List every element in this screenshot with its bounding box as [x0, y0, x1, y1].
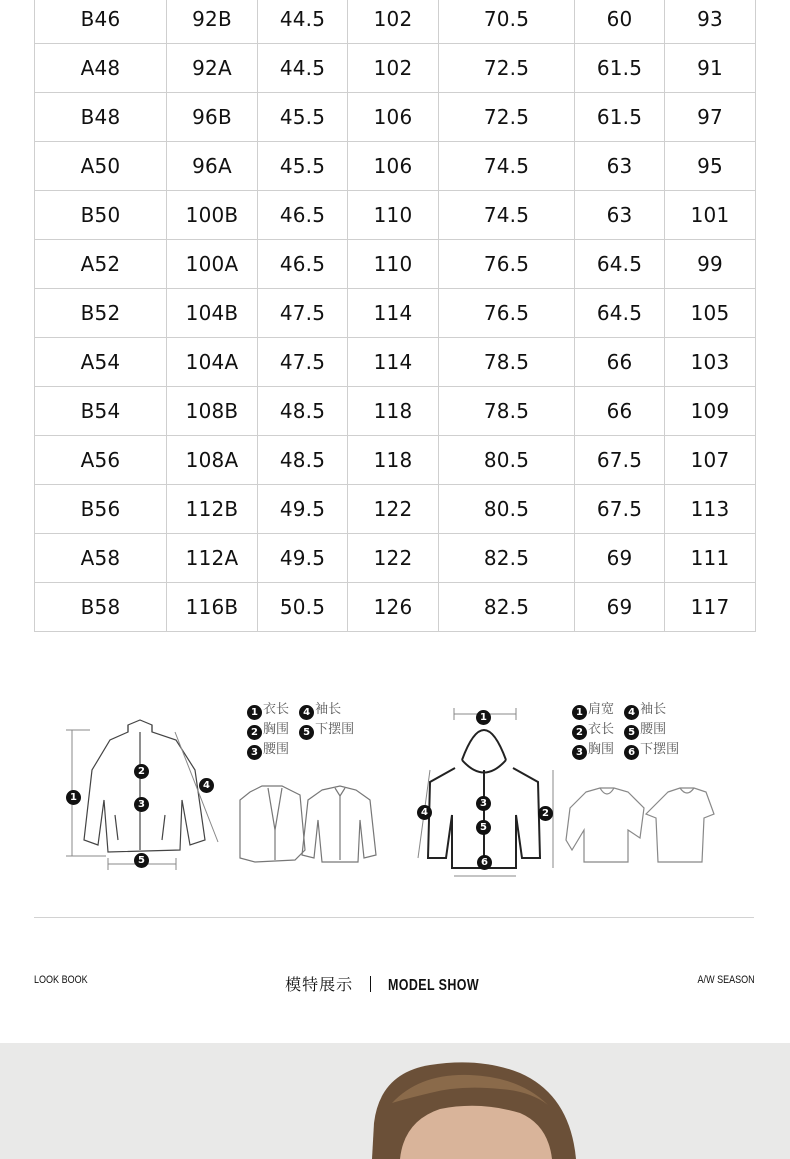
table-cell: 69 — [575, 534, 665, 583]
legend-left — [247, 700, 360, 760]
table-cell: 63 — [575, 191, 665, 240]
table-cell: 67.5 — [575, 485, 665, 534]
table-cell: 67.5 — [575, 436, 665, 485]
table-cell: B52 — [35, 289, 167, 338]
table-cell: 92A — [167, 44, 258, 93]
measure-marker-icon: 4 — [417, 805, 432, 820]
table-cell: 114 — [348, 338, 439, 387]
marker-icon: 1 — [247, 705, 262, 720]
table-cell: 48.5 — [258, 436, 348, 485]
table-cell: 45.5 — [258, 142, 348, 191]
section-title-en: MODEL SHOW — [388, 977, 480, 994]
table-cell: 116B — [167, 583, 258, 632]
table-row — [35, 534, 756, 583]
marker-icon: 6 — [624, 745, 639, 760]
table-cell: 118 — [348, 387, 439, 436]
blazer-sketch — [240, 786, 305, 862]
table-cell: 74.5 — [439, 142, 575, 191]
season-label: A/W SEASON — [697, 974, 755, 986]
table-cell: 50.5 — [258, 583, 348, 632]
table-cell: 95 — [665, 142, 756, 191]
table-cell: B50 — [35, 191, 167, 240]
table-cell: 96B — [167, 93, 258, 142]
table-cell: A48 — [35, 44, 167, 93]
measure-marker-icon: 3 — [476, 796, 491, 811]
legend-item: 3 胸围 — [572, 740, 614, 760]
table-cell: 108B — [167, 387, 258, 436]
size-table-body — [35, 0, 756, 632]
marker-icon: 4 — [299, 705, 314, 720]
table-row — [35, 93, 756, 142]
jacket-sketch — [84, 720, 205, 852]
table-cell: A54 — [35, 338, 167, 387]
measure-marker-icon: 4 — [199, 778, 214, 793]
table-cell: 45.5 — [258, 93, 348, 142]
table-cell: 63 — [575, 142, 665, 191]
table-cell: A52 — [35, 240, 167, 289]
table-cell: 110 — [348, 191, 439, 240]
legend-item: 1 肩宽 — [572, 700, 614, 720]
table-cell: 99 — [665, 240, 756, 289]
table-cell: 104A — [167, 338, 258, 387]
table-row — [35, 485, 756, 534]
legend-item: 2 衣长 — [572, 720, 614, 740]
look-book-label: LOOK BOOK — [34, 974, 88, 986]
table-cell: 105 — [665, 289, 756, 338]
table-cell: 46.5 — [258, 191, 348, 240]
marker-icon: 3 — [247, 745, 262, 760]
measure-marker-icon: 2 — [134, 764, 149, 779]
table-cell: 74.5 — [439, 191, 575, 240]
table-cell: B48 — [35, 93, 167, 142]
legend-item: 5 下摆围 — [299, 720, 354, 740]
table-row — [35, 583, 756, 632]
table-cell: 102 — [348, 44, 439, 93]
legend-item: 5 腰围 — [624, 720, 666, 740]
table-cell: 122 — [348, 485, 439, 534]
title-separator — [370, 976, 371, 992]
table-cell: A56 — [35, 436, 167, 485]
table-cell: 104B — [167, 289, 258, 338]
table-cell: 82.5 — [439, 534, 575, 583]
table-cell: 61.5 — [575, 93, 665, 142]
legend-item: 4 袖长 — [624, 700, 666, 720]
marker-icon: 2 — [572, 725, 587, 740]
legend-left-row-1 — [247, 700, 360, 720]
table-cell: 109 — [665, 387, 756, 436]
table-cell: 103 — [665, 338, 756, 387]
table-cell: 80.5 — [439, 485, 575, 534]
measurement-diagram — [0, 690, 790, 880]
table-cell: A50 — [35, 142, 167, 191]
table-cell: B54 — [35, 387, 167, 436]
table-cell: 111 — [665, 534, 756, 583]
table-row — [35, 44, 756, 93]
table-cell: A58 — [35, 534, 167, 583]
table-cell: 49.5 — [258, 534, 348, 583]
table-cell: 97 — [665, 93, 756, 142]
table-cell: 117 — [665, 583, 756, 632]
table-cell: 72.5 — [439, 93, 575, 142]
table-cell: B56 — [35, 485, 167, 534]
table-cell: 92B — [167, 0, 258, 44]
table-cell: 114 — [348, 289, 439, 338]
table-row — [35, 338, 756, 387]
tshirt-sketch — [646, 788, 714, 862]
size-table — [34, 0, 756, 632]
table-cell: 80.5 — [439, 436, 575, 485]
marker-icon: 4 — [624, 705, 639, 720]
shirt-sketch — [302, 786, 376, 862]
table-cell: 91 — [665, 44, 756, 93]
table-cell: 100B — [167, 191, 258, 240]
table-cell: 49.5 — [258, 485, 348, 534]
table-cell: 78.5 — [439, 387, 575, 436]
table-cell: 118 — [348, 436, 439, 485]
table-cell: 108A — [167, 436, 258, 485]
section-title-cn: 模特展示 — [285, 977, 354, 994]
table-row — [35, 142, 756, 191]
legend-item: 2 胸围 — [247, 720, 289, 740]
table-cell: 78.5 — [439, 338, 575, 387]
table-row — [35, 387, 756, 436]
table-row — [35, 0, 756, 44]
table-cell: B46 — [35, 0, 167, 44]
table-cell: 44.5 — [258, 0, 348, 44]
legend-item: 3 腰围 — [247, 740, 289, 760]
legend-item: 1 衣长 — [247, 700, 289, 720]
table-cell: 113 — [665, 485, 756, 534]
table-row — [35, 191, 756, 240]
table-cell: 112A — [167, 534, 258, 583]
marker-icon: 5 — [299, 725, 314, 740]
legend-left-row-3 — [247, 740, 360, 760]
table-cell: 76.5 — [439, 240, 575, 289]
table-cell: 112B — [167, 485, 258, 534]
table-cell: 122 — [348, 534, 439, 583]
table-row — [35, 289, 756, 338]
measure-marker-icon: 5 — [134, 853, 149, 868]
legend-item: 6 下摆围 — [624, 740, 679, 760]
table-cell: 126 — [348, 583, 439, 632]
table-cell: 110 — [348, 240, 439, 289]
table-cell: 48.5 — [258, 387, 348, 436]
table-cell: 60 — [575, 0, 665, 44]
measure-marker-icon: 2 — [538, 806, 553, 821]
measure-marker-icon: 6 — [477, 855, 492, 870]
marker-icon: 2 — [247, 725, 262, 740]
marker-icon: 3 — [572, 745, 587, 760]
table-cell: 46.5 — [258, 240, 348, 289]
table-cell: 64.5 — [575, 289, 665, 338]
table-cell: 66 — [575, 338, 665, 387]
table-cell: 44.5 — [258, 44, 348, 93]
legend-right-row-1 — [572, 700, 685, 720]
legend-item: 4 袖长 — [299, 700, 341, 720]
long-sleeve-sketch — [566, 788, 644, 862]
table-cell: 47.5 — [258, 338, 348, 387]
legend-left-row-2 — [247, 720, 360, 740]
measure-marker-icon: 3 — [134, 797, 149, 812]
table-cell: 76.5 — [439, 289, 575, 338]
table-cell: 61.5 — [575, 44, 665, 93]
measure-marker-icon: 1 — [66, 790, 81, 805]
section-divider — [34, 917, 754, 918]
legend-right-row-2 — [572, 720, 685, 740]
measure-marker-icon: 1 — [476, 710, 491, 725]
table-cell: 93 — [665, 0, 756, 44]
table-cell: 66 — [575, 387, 665, 436]
table-row — [35, 436, 756, 485]
table-cell: 70.5 — [439, 0, 575, 44]
table-cell: 106 — [348, 93, 439, 142]
table-cell: 72.5 — [439, 44, 575, 93]
table-cell: 100A — [167, 240, 258, 289]
table-cell: B58 — [35, 583, 167, 632]
table-cell: 101 — [665, 191, 756, 240]
legend-right — [572, 700, 685, 760]
marker-icon: 5 — [624, 725, 639, 740]
table-cell: 107 — [665, 436, 756, 485]
measure-marker-icon: 5 — [476, 820, 491, 835]
model-photo — [0, 1043, 790, 1159]
model-head-image — [0, 1043, 790, 1159]
table-cell: 64.5 — [575, 240, 665, 289]
section-title — [0, 972, 790, 995]
marker-icon: 1 — [572, 705, 587, 720]
table-cell: 47.5 — [258, 289, 348, 338]
legend-right-row-3 — [572, 740, 685, 760]
table-cell: 102 — [348, 0, 439, 44]
table-cell: 69 — [575, 583, 665, 632]
table-cell: 106 — [348, 142, 439, 191]
table-cell: 96A — [167, 142, 258, 191]
table-row — [35, 240, 756, 289]
table-cell: 82.5 — [439, 583, 575, 632]
